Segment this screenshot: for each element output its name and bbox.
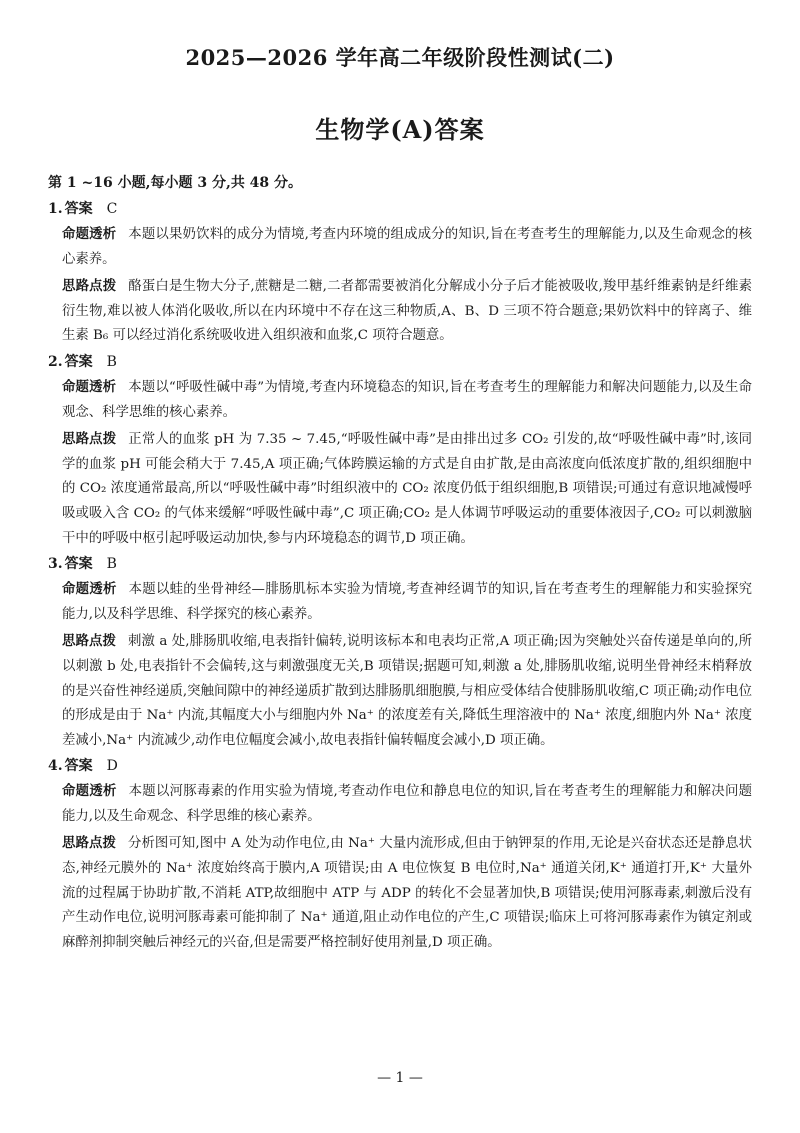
answer-value: B bbox=[106, 353, 117, 370]
question-number: 1. bbox=[48, 201, 63, 217]
hint-text: 正常人的血浆 pH 为 7.35 ~ 7.45,“呼吸性碱中毒”是由排出过多 CO₂ 引发的,故“呼吸性碱中毒”时,该同学的血浆 pH 可能会稍大于 7.45,A 项正确;气体跨膜运输的方式是自由扩散,是由高浓度向低浓度扩散的,组织细胞中的 CO₂ 浓度通常最高,所以“呼吸性碱中毒”时组织液中的 CO₂ 浓度仍低于组织细胞,B 项错误;可通过有意识地减慢呼吸或吸入含 CO₂ 的气体来缓解“呼吸性碱中毒”,C 项正确;CO₂ 是人体调节呼吸运动的重要体液因子,CO₂ 可以刺激脑干中的呼吸中枢引起呼吸运动加快,参与内环境稳态的调节,D 项正确。 bbox=[62, 432, 753, 546]
hint-paragraph bbox=[40, 427, 760, 551]
analysis-label: 命题透析 bbox=[62, 378, 117, 395]
hint-paragraph bbox=[40, 629, 760, 753]
hint-label: 思路点拨 bbox=[62, 278, 117, 295]
hint-label: 思路点拨 bbox=[62, 431, 117, 448]
hint-text: 酪蛋白是生物大分子,蔗糖是二糖,二者都需要被消化分解成小分子后才能被吸收,羧甲基纤维素钠是纤维素衍生物,难以被人体消化吸收,所以在内环境中不存在这三种物质,A、B、D 三项不符合题意;果奶饮料中的锌离子、维生素 B₆ 可以经过消化系统吸收进入组织液和血浆,C 项符合题意。 bbox=[62, 279, 752, 344]
hint-text: 分析图可知,图中 A 处为动作电位,由 Na⁺ 大量内流形成,但由于钠钾泵的作用,无论是兴奋状态还是静息状态,神经元膜外的 Na⁺ 浓度始终高于膜内,A 项错误;由 A 电位恢复 B 电位时,Na⁺ 通道关闭,K⁺ 通道打开,K⁺ 大量外流的过程属于协助扩散,不消耗 ATP,故细胞中 ATP 与 ADP 的转化不会显著加快,B 项错误;使用河豚毒素,刺激后没有产生动作电位,说明河豚毒素可能抑制了 Na⁺ 通道,阻止动作电位的产生,C 项错误;临床上可将河豚毒素作为镇定剂或麻醉剂抑制突触后神经元的兴奋,但是需要严格控制好使用剂量,D 项正确。 bbox=[62, 836, 752, 950]
question-header bbox=[40, 753, 760, 779]
question-2 bbox=[40, 349, 760, 551]
answer-label: 答案 bbox=[64, 201, 93, 217]
answer-label: 答案 bbox=[64, 556, 93, 573]
analysis-label: 命题透析 bbox=[62, 783, 117, 800]
question-header bbox=[40, 551, 760, 577]
question-header bbox=[40, 196, 760, 222]
answer-value: C bbox=[106, 201, 118, 217]
analysis-label: 命题透析 bbox=[62, 581, 117, 598]
exam-title: 2025—2026 学年高二年级阶段性测试(二) bbox=[185, 45, 615, 70]
subject-title: 生物学(A)答案 bbox=[315, 115, 485, 144]
analysis-text: 本题以河豚毒素的作用实验为情境,考查动作电位和静息电位的知识,旨在考查考生的理解能力和解决问题能力,以及生命观念、科学思维的核心素养。 bbox=[62, 784, 753, 824]
analysis-paragraph bbox=[40, 375, 760, 425]
question-number: 3. bbox=[48, 556, 63, 573]
analysis-text: 本题以“呼吸性碱中毒”为情境,考查内环境稳态的知识,旨在考查考生的理解能力和解决问题能力,以及生命观念、科学思维的核心素养。 bbox=[62, 379, 753, 420]
hint-label: 思路点拨 bbox=[62, 633, 117, 650]
analysis-label: 命题透析 bbox=[62, 226, 117, 242]
question-4 bbox=[40, 753, 760, 955]
question-1 bbox=[40, 196, 760, 349]
answer-label: 答案 bbox=[64, 353, 93, 370]
question-number: 2. bbox=[48, 353, 63, 370]
hint-paragraph bbox=[40, 274, 760, 349]
analysis-paragraph bbox=[40, 222, 760, 272]
page-number: — 1 — bbox=[377, 1070, 423, 1086]
analysis-paragraph bbox=[40, 577, 760, 627]
question-number: 4. bbox=[48, 758, 63, 775]
analysis-paragraph bbox=[40, 779, 760, 829]
analysis-text: 本题以果奶饮料的成分为情境,考查内环境的组成成分的知识,旨在考查考生的理解能力,以及生命观念的核心素养。 bbox=[62, 227, 752, 267]
hint-text: 刺激 a 处,腓肠肌收缩,电表指针偏转,说明该标本和电表均正常,A 项正确;因为突触处兴奋传递是单向的,所以刺激 b 处,电表指针不会偏转,这与刺激强度无关,B 项错误;据题可知,刺激 a 处,腓肠肌收缩,说明坐骨神经末梢释放的是兴奋性神经递质,突触间隙中的神经递质扩散到达腓肠肌细胞膜,与相应受体结合使腓肠肌收缩,C 项正确;动作电位的形成是由于 Na⁺ 内流,其幅度大小与细胞内外 Na⁺ 的浓度差有关,降低生理溶液中的 Na⁺ 浓度,细胞内外 Na⁺ 浓度差减小,Na⁺ 内流减少,动作电位幅度会减小,故电表指针偏转幅度会减小,D 项正确。 bbox=[62, 634, 753, 748]
analysis-text: 本题以蛙的坐骨神经—腓肠肌标本实验为情境,考查神经调节的知识,旨在考查考生的理解能力和实验探究能力,以及科学思维、科学探究的核心素养。 bbox=[62, 582, 753, 622]
hint-paragraph bbox=[40, 831, 760, 955]
answer-value: D bbox=[106, 758, 118, 775]
hint-label: 思路点拨 bbox=[62, 835, 116, 852]
answer-label: 答案 bbox=[64, 758, 93, 775]
section-intro: 第 1 ~16 小题,每小题 3 分,共 48 分。 bbox=[48, 175, 303, 191]
question-header bbox=[40, 349, 760, 375]
question-3 bbox=[40, 551, 760, 753]
answer-value: B bbox=[106, 556, 117, 573]
